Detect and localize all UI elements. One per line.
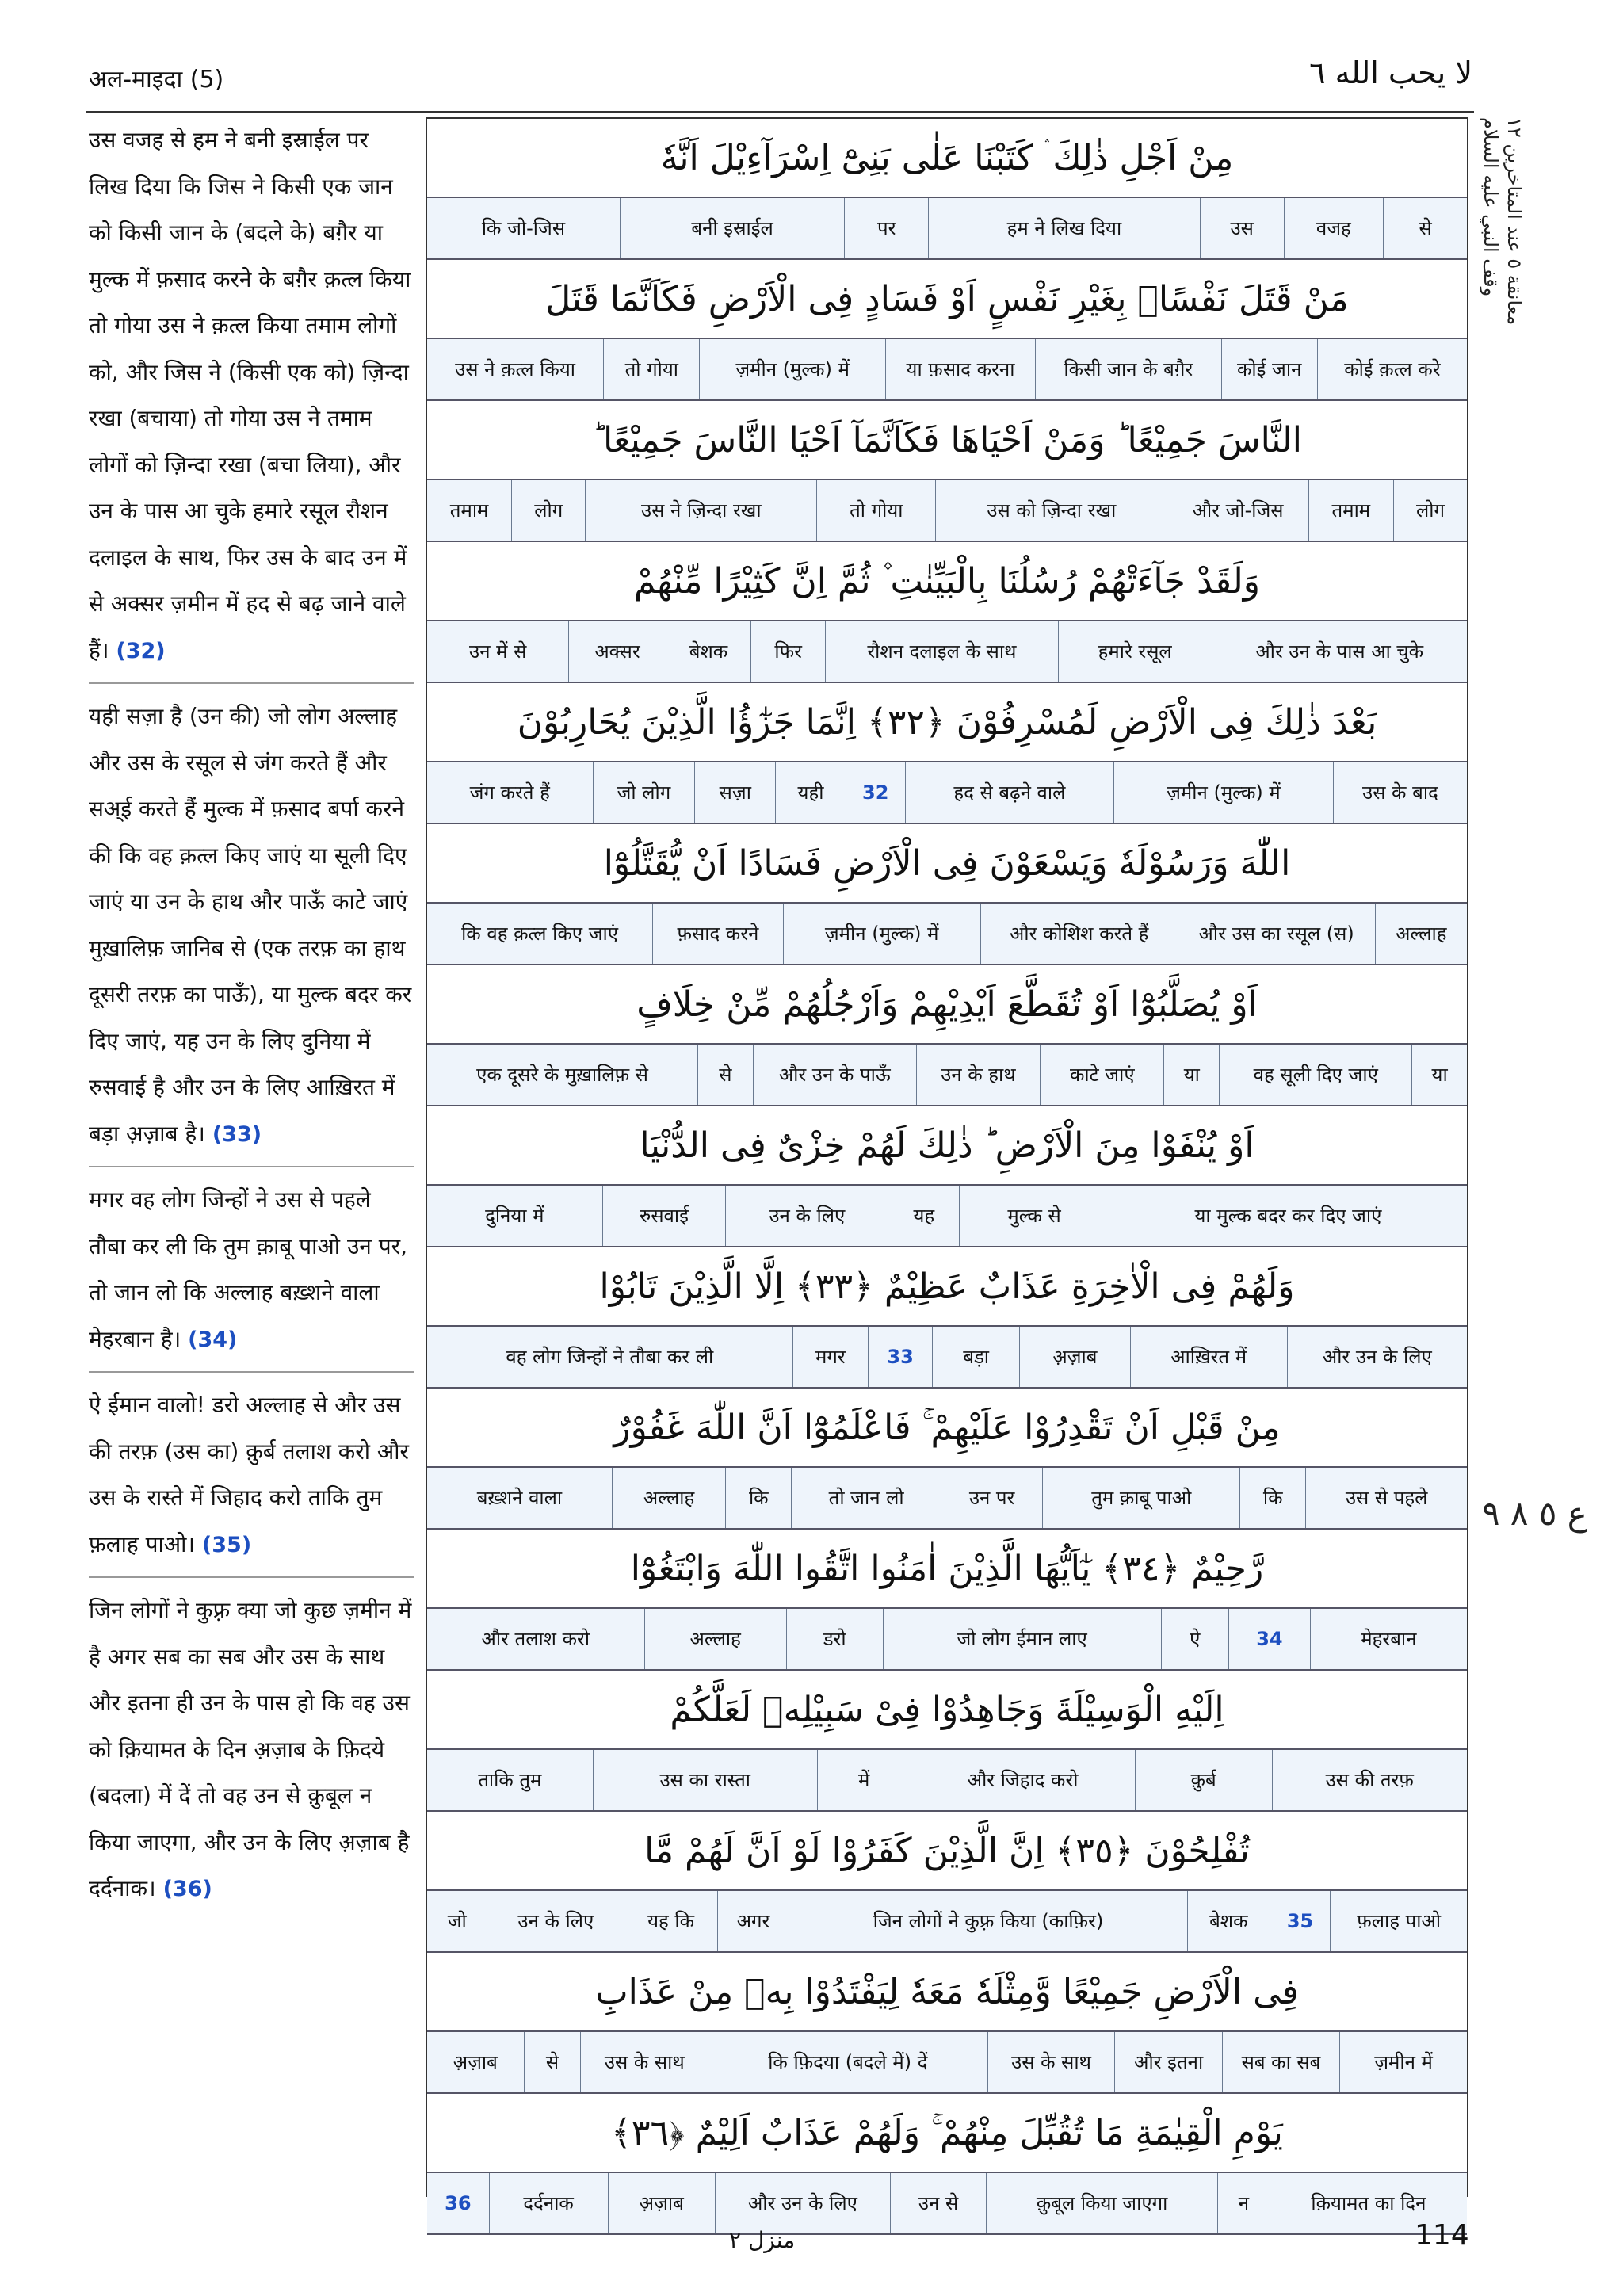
word-meaning-cell: हद से बढ़ने वाले [905, 762, 1113, 823]
arabic-verse-line: اَوْ يُصَلَّبُوْٓا اَوْ تُقَطَّعَ اَيْدِيْهِمْ وَاَرْجُلُهُمْ مِّنْ خِلَافٍ [636, 984, 1258, 1025]
arabic-verse-line: مِنْ قَبْلِ اَنْ تَقْدِرُوْا عَلَيْهِمْ ۚ فَاعْلَمُوْٓا اَنَّ اللّٰهَ غَفُوْرٌ [613, 1407, 1281, 1448]
verse-block [427, 1953, 1467, 2094]
word-meaning-cell: पर [844, 198, 928, 258]
word-meaning-cell: उस के साथ [580, 2032, 708, 2092]
word-meaning-cell: मेहरबान [1310, 1609, 1467, 1669]
word-meaning-cell: मगर [792, 1327, 869, 1387]
word-meaning-row [427, 1889, 1467, 1953]
word-meaning-cell: एक दूसरे के मुख़ालिफ़ से [476, 1064, 648, 1086]
word-meaning-cell: और जो-जिस [1167, 480, 1308, 541]
word-meaning-cell: तमाम [449, 499, 489, 521]
verse-block [427, 1247, 1467, 1389]
word-meaning-cell: हमारे रसूल [1058, 621, 1212, 682]
word-meaning-cell: किसी जान के बग़ैर [1035, 339, 1221, 399]
word-meaning-cell: न [1217, 2173, 1270, 2233]
arabic-verse-line: اللّٰهَ وَرَسُوْلَهٗ وَيَسْعَوْنَ فِى الْاَرْضِ فَسَادًا اَنْ يُّقَتَّلُوْٓا [603, 842, 1291, 884]
arabic-verse-line: النَّاسَ جَمِيْعًا ؕ وَمَنْ اَحْيَاهَا فَكَاَنَّمَآ اَحْيَا النَّاسَ جَمِيْعًا ؕ [592, 419, 1302, 460]
word-meaning-cell: उस [1200, 198, 1284, 258]
word-meaning-cell: बनी इस्राईल [620, 198, 844, 258]
word-meaning-cell: तुम क़ाबू पाओ [1042, 1468, 1239, 1528]
word-meaning-row [427, 338, 1467, 401]
word-meaning-cell: यह [888, 1186, 959, 1246]
word-meaning-cell: यह कि [624, 1891, 717, 1951]
word-meaning-cell: और उन के पाऊँ [753, 1045, 916, 1105]
verse-block [427, 1812, 1467, 1953]
word-meaning-cell: फ़लाह पाओ [1330, 1891, 1467, 1951]
word-meaning-row [427, 1748, 1467, 1812]
word-meaning-cell: और कोशिश करते हैं [980, 904, 1178, 964]
word-meaning-cell: कोई क़त्ल करे [1317, 339, 1467, 399]
word-meaning-cell: ऐ [1161, 1609, 1228, 1669]
word-meaning-cell: दुनिया में [485, 1205, 544, 1227]
word-meaning-cell: और जिहाद करो [911, 1750, 1135, 1810]
word-meaning-cell: बड़ा [932, 1327, 1019, 1387]
arabic-verse-line: رَّحِيْمٌ ﴿٣٤﴾ يٰٓاَيُّهَا الَّذِيْنَ اٰمَنُوا اتَّقُوا اللّٰهَ وَابْتَغُوْٓا [630, 1548, 1264, 1589]
word-meaning-cell: या मुल्क बदर कर दिए जाएं [1109, 1186, 1467, 1246]
word-meaning-cell: या फ़साद करना [885, 339, 1035, 399]
word-meaning-row [427, 1043, 1467, 1106]
word-meaning-cell: उस ने ज़िन्दा रखा [585, 480, 816, 541]
arabic-verse-line: اَوْ يُنْفَوْا مِنَ الْاَرْضِ ؕ ذٰلِكَ لَهُمْ خِزْىٌ فِى الدُّنْيَا [640, 1125, 1254, 1166]
translation-paragraph [89, 1382, 414, 1568]
word-meaning-row [427, 479, 1467, 542]
word-meaning-cell: कि फ़िदया (बदले में) दें [708, 2032, 987, 2092]
manzil-label: منزل ٢ [729, 2227, 796, 2253]
verse-number: (36) [162, 1877, 212, 1901]
verse-number: (35) [201, 1532, 252, 1557]
word-meaning-cell: तमाम [1308, 480, 1393, 541]
verse-block [427, 1389, 1467, 1530]
word-meaning-cell: उन के लिए [725, 1186, 888, 1246]
verse-block [427, 401, 1467, 542]
word-meaning-row [427, 1325, 1467, 1389]
verse-block [427, 683, 1467, 824]
surah-header: अल-माइदा (5) [89, 66, 224, 94]
word-meaning-cell: अक्सर [568, 621, 665, 682]
word-meaning-cell: में [817, 1750, 911, 1810]
word-meaning-cell: उन में से [469, 640, 527, 663]
word-meaning-cell: जो लोग ईमान लाए [883, 1609, 1161, 1669]
word-meaning-cell: जंग करते हैं [469, 781, 550, 804]
word-meaning-cell: जिन लोगों ने कुफ़्र किया (काफ़िर) [789, 1891, 1187, 1951]
word-meaning-cell: उस की तरफ़ [1272, 1750, 1467, 1810]
word-meaning-cell: कोई जान [1221, 339, 1317, 399]
verse-number: (33) [212, 1121, 262, 1147]
ruku-marker: ع ٥ ٨ ٩ [1482, 1494, 1587, 1533]
word-meaning-cell: या [1163, 1045, 1219, 1105]
word-meaning-cell: ज़मीन (मुल्क) में [783, 904, 980, 964]
word-by-word-panel [426, 117, 1468, 2214]
arabic-verse-line: مِنْ اَجْلِ ذٰلِكَ ۛ كَتَبْنَا عَلٰى بَنِىْٓ اِسْرَآءِيْلَ اَنَّهٗ [660, 137, 1234, 178]
hindi-translation-column [89, 117, 414, 1913]
word-meaning-cell: उस के साथ [987, 2032, 1115, 2092]
word-meaning-cell: कि वह क़त्ल किए जाएं [461, 923, 619, 945]
word-meaning-row [427, 902, 1467, 965]
word-meaning-cell: बेशक [666, 621, 751, 682]
word-meaning-row [427, 1184, 1467, 1247]
word-meaning-cell: हम ने लिख दिया [928, 198, 1200, 258]
translation-paragraph [89, 117, 414, 674]
word-meaning-cell: अल्लाह [644, 1609, 786, 1669]
verse-number: (32) [116, 638, 166, 663]
word-meaning-cell: उस को ज़िन्दा रखा [935, 480, 1167, 541]
word-meaning-cell: कि [1239, 1468, 1305, 1528]
word-meaning-cell: और उन के पास आ चुके [1212, 621, 1467, 682]
word-meaning-cell: क़ुबूल किया जाएगा [986, 2173, 1217, 2233]
word-meaning-cell: रुसवाई [602, 1186, 726, 1246]
word-meaning-cell: उन से [890, 2173, 986, 2233]
word-meaning-cell: वह सूली दिए जाएं [1219, 1045, 1411, 1105]
word-meaning-cell: और उन के लिए [715, 2173, 890, 2233]
verse-number-cell: 33 [868, 1327, 932, 1387]
word-meaning-cell: जो [447, 1910, 467, 1932]
word-meaning-cell: लोग [1393, 480, 1467, 541]
translation-paragraph [89, 1587, 414, 1913]
translation-text: ऐ ईमान वालो! डरो अल्लाह से और उस की तरफ़ (उस का) क़ुर्ब तलाश करो और उस के रास्ते में जिहाद करो ताकि तुम फ़लाह पाओ। [89, 1392, 409, 1557]
word-meaning-cell: कि [725, 1468, 791, 1528]
header-rule [86, 111, 1474, 113]
word-meaning-cell: काटे जाएं [1040, 1045, 1163, 1105]
word-meaning-cell: लोग [511, 480, 585, 541]
word-meaning-cell: तो गोया [603, 339, 699, 399]
word-meaning-cell: वजह [1284, 198, 1384, 258]
word-meaning-cell: तो जान लो [791, 1468, 941, 1528]
word-meaning-cell: सब का सब [1222, 2032, 1339, 2092]
word-meaning-cell: और उन के लिए [1287, 1327, 1467, 1387]
word-meaning-cell: तो गोया [816, 480, 935, 541]
word-meaning-cell: जो लोग [593, 762, 695, 823]
word-meaning-cell: से [524, 2032, 581, 2092]
verse-block [427, 542, 1467, 683]
word-meaning-row [427, 620, 1467, 683]
word-meaning-cell: फ़साद करने [652, 904, 783, 964]
verse-block [427, 2094, 1467, 2235]
word-meaning-cell: या [1411, 1045, 1467, 1105]
translation-paragraph [89, 693, 414, 1158]
word-meaning-cell: रौशन दलाइल के साथ [825, 621, 1058, 682]
verse-number-cell: 34 [1228, 1609, 1310, 1669]
word-meaning-cell: और उस का रसूल (स) [1178, 904, 1375, 964]
verse-block [427, 1106, 1467, 1247]
word-meaning-row [427, 197, 1467, 260]
word-meaning-cell: अल्लाह [612, 1468, 725, 1528]
translation-text: मगर वह लोग जिन्हों ने उस से पहले तौबा कर ली कि तुम क़ाबू पाओ उन पर, तो जान लो कि अल्लाह बख़्शने वाला मेहरबान है। [89, 1186, 407, 1352]
word-meaning-row [427, 761, 1467, 824]
word-meaning-cell: अगर [717, 1891, 789, 1951]
word-meaning-cell: और इतना [1114, 2032, 1221, 2092]
word-meaning-cell: अ़ज़ाब [453, 2051, 498, 2073]
word-meaning-cell: से [1383, 198, 1467, 258]
arabic-verse-line: يَوْمِ الْقِيٰمَةِ مَا تُقُبِّلَ مِنْهُمْ ۚ وَلَهُمْ عَذَابٌ اَلِيْمٌ ﴿٣٦﴾ [611, 2112, 1283, 2153]
translation-text: जिन लोगों ने कुफ़्र क्या जो कुछ ज़मीन में है अगर सब का सब और उस के साथ और इतना ही उन के पास हो कि वह उस को क़ियामत के दिन अ़ज़ाब के फ़िदये (बदला) में दें तो वह उन से क़ुबूल न किया जाएगा, और उन के लिए अ़ज़ाब है दर्दनाक। [89, 1597, 412, 1901]
word-meaning-cell: और तलाश करो [481, 1628, 590, 1650]
paragraph-divider [89, 1576, 414, 1578]
word-meaning-cell: उन के लिए [487, 1891, 624, 1951]
page-number: 114 [1415, 2219, 1469, 2252]
translation-text: यही सज़ा है (उन की) जो लोग अल्लाह और उस के रसूल से जंग करते हैं और सअ्ई करते हैं मुल्क में फ़साद बर्पा करने की कि वह क़त्ल किए जाएं या सूली दिए जाएं या उन के हाथ और पाऊँ काटे जाएं मुख़ालिफ़ जानिब से (एक तरफ़ का हाथ दूसरी तरफ़ का पाऊँ), या मुल्क बदर कर दिए जाएं, यह उन के लिए दुनिया में रुसवाई है और उन के लिए आख़िरत में बड़ा अ़ज़ाब है। [89, 703, 412, 1147]
word-meaning-row [427, 2030, 1467, 2094]
verse-number: (34) [188, 1327, 238, 1352]
word-meaning-cell: बख़्शने वाला [476, 1487, 563, 1509]
verse-number-cell: 36 [445, 2192, 472, 2214]
arabic-verse-line: وَلَقَدْ جَآءَتْهُمْ رُسُلُنَا بِالْبَيِّنٰتِ ۫ ثُمَّ اِنَّ كَثِيْرًا مِّنْهُمْ [634, 560, 1260, 602]
word-meaning-cell: सज़ा [694, 762, 775, 823]
word-meaning-cell: फिर [750, 621, 825, 682]
translation-text: उस वजह से हम ने बनी इस्राईल पर लिख दिया कि जिस ने किसी एक जान को किसी जान के (बदले के) बग़ैर या मुल्क में फ़साद करने के बग़ैर क़त्ल किया तो गोया उस ने क़त्ल किया तमाम लोगों को, और जिस ने (किसी एक को) ज़िन्दा रखा (बचाया) तो गोया उस ने तमाम लोगों को ज़िन्दा रखा (बचा लिया), और उन के पास आ चुके हमारे रसूल रौशन दलाइल के साथ, फिर उस के बाद उन में से अक्सर ज़मीन में हद से बढ़ जाने वाले हैं। [89, 127, 411, 663]
arabic-verse-line: مَنْ قَتَلَ نَفْسًاۢ بِغَيْرِ نَفْسٍ اَوْ فَسَادٍ فِى الْاَرْضِ فَكَاَنَّمَا قَتَلَ [545, 278, 1349, 319]
word-meaning-cell: क़ुर्ब [1135, 1750, 1272, 1810]
word-meaning-row [427, 1466, 1467, 1530]
word-meaning-cell: ज़मीन में [1339, 2032, 1467, 2092]
verse-number-cell: 35 [1270, 1891, 1330, 1951]
paragraph-divider [89, 1166, 414, 1167]
word-meaning-cell: आख़िरत में [1130, 1327, 1287, 1387]
word-meaning-cell: से [697, 1045, 753, 1105]
word-meaning-cell: डरो [786, 1609, 883, 1669]
word-meaning-row [427, 2172, 1467, 2235]
word-meaning-cell: उन पर [941, 1468, 1042, 1528]
word-meaning-cell: कि जो-जिस [481, 217, 566, 239]
verse-block [427, 119, 1467, 260]
word-meaning-cell: उस का रास्ता [593, 1750, 817, 1810]
word-meaning-cell: यही [775, 762, 845, 823]
arabic-verse-line: فِى الْاَرْضِ جَمِيْعًا وَّمِثْلَهٗ مَعَهٗ لِيَفْتَدُوْا بِهٖ مِنْ عَذَابِ [595, 1971, 1299, 2012]
word-meaning-cell: उस ने क़त्ल किया [455, 358, 575, 380]
word-meaning-cell: बेशक [1187, 1891, 1270, 1951]
word-meaning-cell: उस से पहले [1305, 1468, 1467, 1528]
word-meaning-cell: दर्दनाक [489, 2173, 608, 2233]
word-meaning-cell: ज़मीन (मुल्क) में [1113, 762, 1333, 823]
arabic-verse-line: اِلَيْهِ الْوَسِيْلَةَ وَجَاهِدُوْا فِىْ سَبِيْلِهٖ لَعَلَّكُمْ [670, 1689, 1224, 1730]
paragraph-divider [89, 1371, 414, 1373]
arabic-verse-line: تُفْلِحُوْنَ ﴿٣٥﴾ اِنَّ الَّذِيْنَ كَفَرُوْا لَوْ اَنَّ لَهُمْ مَّا [644, 1830, 1250, 1871]
verse-block [427, 824, 1467, 965]
word-meaning-cell: क़ियामत का दिन [1270, 2173, 1467, 2233]
verse-block [427, 1671, 1467, 1812]
verse-block [427, 260, 1467, 401]
word-meaning-cell: अ़ज़ाब [608, 2173, 716, 2233]
arabic-verse-line: وَلَهُمْ فِى الْاٰخِرَةِ عَذَابٌ عَظِيْمٌ ﴿٣٣﴾ اِلَّا الَّذِيْنَ تَابُوْا [599, 1266, 1295, 1307]
word-meaning-cell: ताकि तुम [478, 1769, 542, 1791]
word-meaning-row [427, 1607, 1467, 1671]
word-meaning-cell: अल्लाह [1375, 904, 1467, 964]
juz-header: لا يحب الله ٦ [1309, 55, 1472, 90]
word-meaning-cell: मुल्क से [959, 1186, 1109, 1246]
word-meaning-cell: वह लोग जिन्हों ने तौबा कर ली [506, 1346, 714, 1368]
word-meaning-cell: ज़मीन (मुल्क) में [699, 339, 885, 399]
translation-paragraph [89, 1177, 414, 1363]
verse-number-cell: 32 [846, 762, 905, 823]
word-meaning-cell: अ़ज़ाब [1019, 1327, 1129, 1387]
word-meaning-cell: उस के बाद [1333, 762, 1467, 823]
margin-note: معانقة ٥ عند المتاخرين ١٢ وقف النبي عليه السلام [1480, 117, 1526, 326]
word-meaning-cell: उन के हाथ [916, 1045, 1040, 1105]
verse-block [427, 1530, 1467, 1671]
verse-block [427, 965, 1467, 1106]
paragraph-divider [89, 682, 414, 684]
arabic-verse-line: بَعْدَ ذٰلِكَ فِى الْاَرْضِ لَمُسْرِفُوْنَ ﴿٣٢﴾ اِنَّمَا جَزٰٓؤُا الَّذِيْنَ يُحَارِبُوْنَ [517, 701, 1377, 743]
